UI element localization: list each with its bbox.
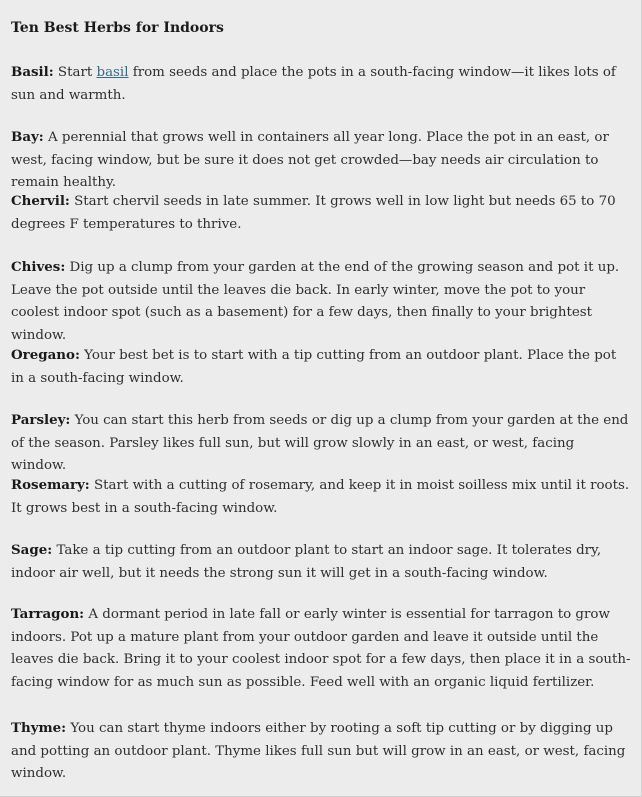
herb-entry-chives <box>11 256 633 347</box>
herb-description: A dormant period in late fall or early winter is essential for tarragon to grow indoors. Pot up a mature plant from your outdoor garden and leave it outside until the leaves die back. Bring it to your coolest indoor spot for a few days, then place it in a south-facing window for as much sun as possible. Feed well with an organic liquid fertilizer. <box>11 607 631 690</box>
herb-name: Sage: <box>11 542 53 558</box>
herb-name: Parsley: <box>11 412 71 428</box>
herb-description: You can start thyme indoors either by rooting a soft tip cutting or by digging up and potting an outdoor plant. Thyme likes full sun but will grow in an east, or west, facing window. <box>11 721 626 781</box>
herb-entry-bay <box>11 126 633 195</box>
herb-entry-parsley <box>11 409 633 478</box>
herb-entry-basil <box>11 61 633 107</box>
herb-description: Start chervil seeds in late summer. It grows well in low light but needs 65 to 70 degrees F temperatures to thrive. <box>11 194 616 232</box>
herb-description: Dig up a clump from your garden at the end of the growing season and pot it up. Leave the pot outside until the leaves die back. In early winter, move the pot to your coolest indoor spot (such as a basement) for a few days, then finally to your brightest window. <box>11 260 620 343</box>
herb-name: Bay: <box>11 129 44 145</box>
herb-description: Start <box>53 65 97 80</box>
page-title: Ten Best Herbs for Indoors <box>11 20 224 36</box>
herb-name: Tarragon: <box>11 606 85 622</box>
herb-name: Thyme: <box>11 720 67 736</box>
herb-entry-chervil <box>11 190 633 236</box>
herb-name: Rosemary: <box>11 477 90 493</box>
herb-name: Basil: <box>11 64 54 80</box>
herb-description: Take a tip cutting from an outdoor plant to start an indoor sage. It tolerates dry, indoor air well, but it needs the strong sun it will get in a south-facing window. <box>11 543 602 581</box>
herb-description: A perennial that grows well in containers all year long. Place the pot in an east, or west, facing window, but be sure it does not get crowded—bay needs air circulation to remain healthy. <box>11 130 609 190</box>
herb-description: You can start this herb from seeds or dig up a clump from your garden at the end of the season. Parsley likes full sun, but will grow slowly in an east, or west, facing window. <box>11 413 629 473</box>
herb-entry-rosemary <box>11 474 633 520</box>
herb-name: Chives: <box>11 259 66 275</box>
herb-entry-oregano <box>11 344 633 390</box>
herb-name: Chervil: <box>11 193 70 209</box>
herb-name: Oregano: <box>11 347 80 363</box>
herb-description: Your best bet is to start with a tip cutting from an outdoor plant. Place the pot in a south-facing window. <box>11 348 617 386</box>
basil-link[interactable]: basil <box>96 65 129 80</box>
herb-entry-tarragon <box>11 603 633 694</box>
herb-entry-sage <box>11 539 633 585</box>
herb-description: from seeds and place the pots in a south-facing window—it likes lots of sun and warmth. <box>11 65 616 103</box>
herb-entry-thyme <box>11 717 633 786</box>
herb-description: Start with a cutting of rosemary, and keep it in moist soilless mix until it roots. It grows best in a south-facing window. <box>11 478 630 516</box>
